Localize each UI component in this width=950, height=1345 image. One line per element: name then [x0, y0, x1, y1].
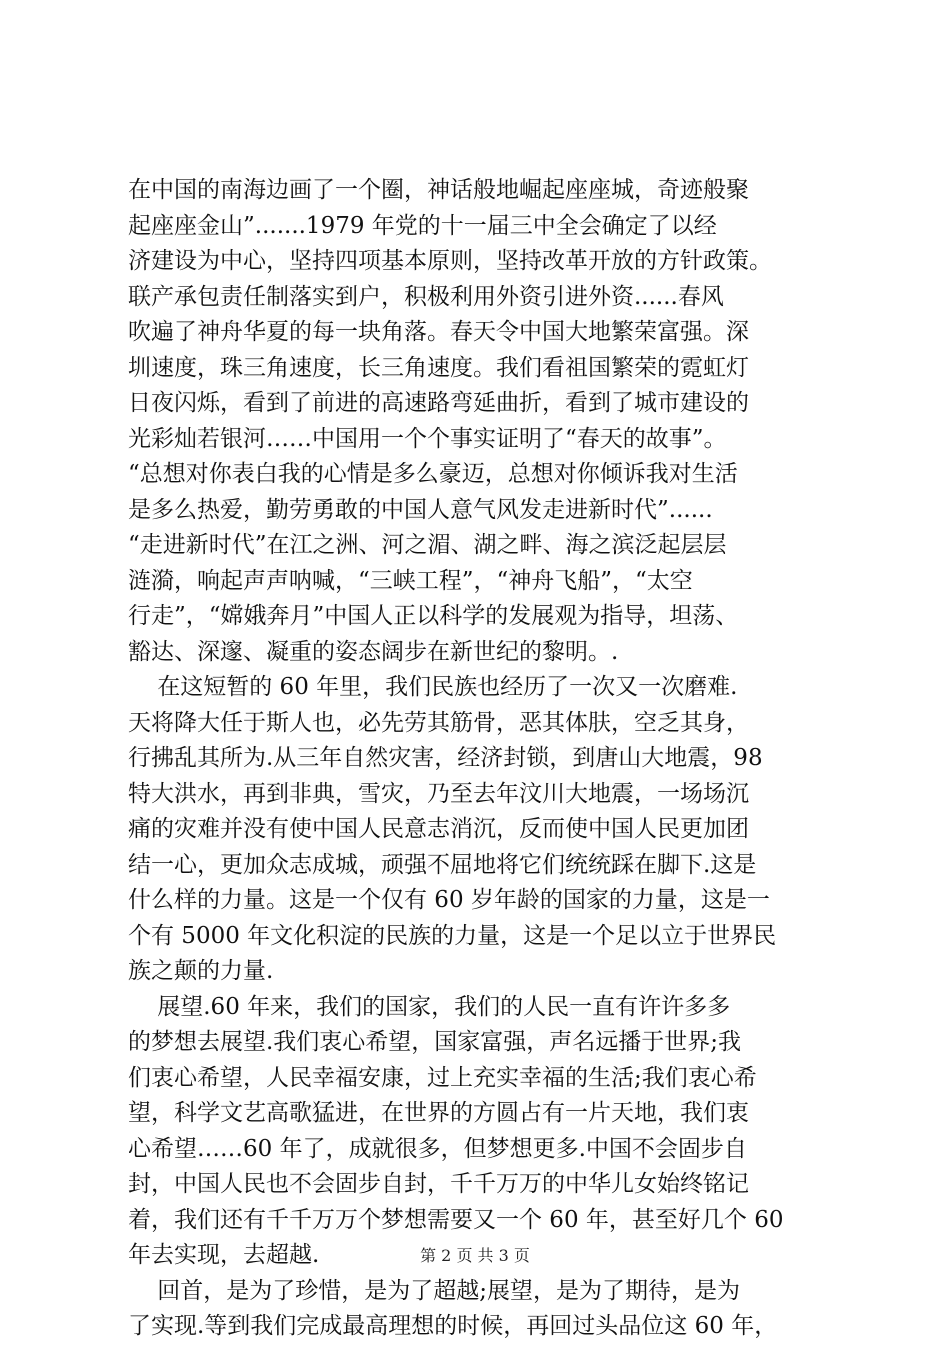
text-line: 吹遍了神舟华夏的每一块角落。春天令中国大地繁荣富强。深 [128, 319, 749, 345]
text-line: 年去实现，去超越. [128, 1242, 320, 1268]
text-line: 结一心，更加众志成城，顽强不屈地将它们统统踩在脚下.这是 [128, 851, 757, 878]
text-line: 圳速度，珠三角速度，长三角速度。我们看祖国繁荣的霓虹灯 [128, 354, 749, 381]
text-line: 痛的灾难并没有使中国人民意志消沉，反而使中国人民更加团 [128, 816, 749, 842]
text-line: 特大洪水，再到非典，雪灾，乃至去年汶川大地震，一场场沉 [128, 780, 749, 807]
text-line: 是多么热爱，勤劳勇敢的中国人意气风发走进新时代”...... [128, 496, 713, 523]
text-line: “总想对你表白我的心情是多么豪迈，总想对你倾诉我对生活 [128, 461, 738, 487]
body-text [128, 173, 838, 1345]
text-line: 在中国的南海边画了一个圈，神话般地崛起座座城，奇迹般聚 [128, 177, 749, 203]
page-footer: 第 2 页 共 3 页 [420, 1246, 530, 1265]
text-line: 起座座金山”.......1979 年党的十一届三中全会确定了以经 [128, 212, 717, 239]
text-line: 行拂乱其所为.从三年自然灾害，经济封锁，到唐山大地震，98 [128, 745, 763, 771]
text-line: 展望.60 年来，我们的国家，我们的人民一直有许许多多 [128, 993, 731, 1020]
text-line: 的梦想去展望.我们衷心希望，国家富强，声名远播于世界;我 [128, 1029, 742, 1055]
text-line: 望，科学文艺高歌猛进，在世界的方圆占有一片天地，我们衷 [128, 1100, 749, 1126]
text-line: 行走”，“嫦娥奔月”中国人正以科学的发展观为指导，坦荡、 [128, 603, 739, 629]
text-line: 日夜闪烁，看到了前进的高速路弯延曲折，看到了城市建设的 [128, 390, 749, 416]
text-line: 联产承包责任制落实到户，积极利用外资引进外资......春风 [128, 283, 724, 310]
text-line: 涟漪，响起声声呐喊，“三峡工程”，“神舟飞船”，“太空 [128, 567, 693, 594]
text-line: 在这短暂的 60 年里，我们民族也经历了一次又一次磨难. [128, 674, 738, 700]
text-line: 光彩灿若银河……中国用一个个事实证明了“春天的故事”。 [128, 425, 727, 452]
text-line: 着，我们还有千千万万个梦想需要又一个 60 年，甚至好几个 60 [128, 1206, 784, 1233]
text-line: 回首，是为了珍惜，是为了超越;展望，是为了期待，是为 [128, 1277, 740, 1304]
text-line: 们衷心希望，人民幸福安康，过上充实幸福的生活;我们衷心希 [128, 1064, 757, 1091]
text-line: 天将降大任于斯人也，必先劳其筋骨，恶其体肤，空乏其身， [128, 709, 749, 736]
text-line: 封，中国人民也不会固步自封，千千万万的中华儿女始终铭记 [128, 1171, 749, 1197]
text-line: 济建设为中心，坚持四项基本原则，坚持改革开放的方针政策。 [128, 248, 772, 274]
text-line: 了实现.等到我们完成最高理想的时候，再回过头品位这 60 年， [128, 1313, 778, 1339]
text-line: “走进新时代”在江之洲、河之湄、湖之畔、海之滨泛起层层 [128, 532, 727, 558]
text-line: 族之颠的力量. [128, 958, 274, 984]
text-line: 什么样的力量。这是一个仅有 60 岁年龄的国家的力量，这是一 [128, 887, 770, 913]
text-line: 心希望……60 年了，成就很多，但梦想更多.中国不会固步自 [128, 1135, 747, 1162]
text-line: 个有 5000 年文化积淀的民族的力量，这是一个足以立于世界民 [128, 922, 777, 949]
text-line: 豁达、深邃、凝重的姿态阔步在新世纪的黎明。. [128, 638, 619, 665]
